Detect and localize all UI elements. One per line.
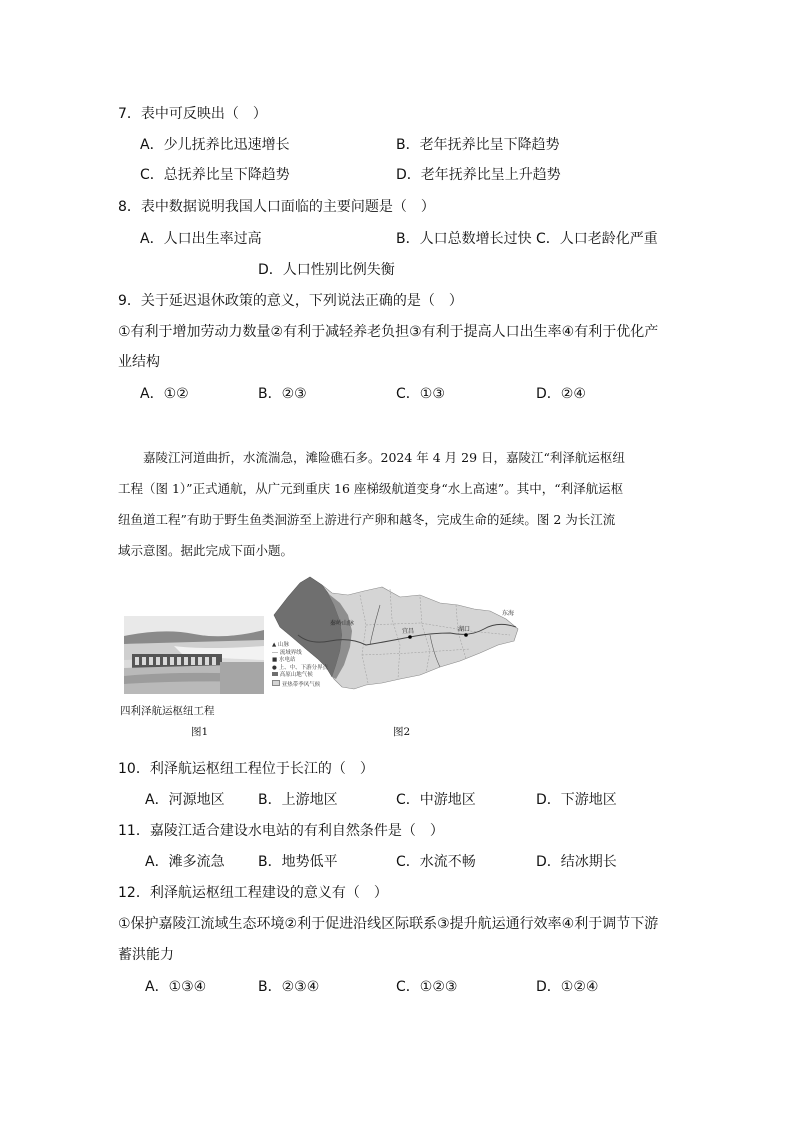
q11-option-b: B．地势低平	[258, 854, 338, 870]
map-legend	[272, 642, 336, 689]
q12-option-a: A．①③④	[145, 979, 207, 995]
q11-option-c: C．水流不畅	[396, 854, 476, 870]
question-7-stem: 7．表中可反映出（ ）	[118, 106, 267, 122]
q10-option-b: B．上游地区	[258, 792, 338, 808]
question-10-stem: 10．利泽航运枢纽工程位于长江的（ ）	[118, 761, 374, 777]
q11-option-a: A．滩多流急	[145, 854, 225, 870]
q7-option-b: B．老年抚养比呈下降趋势	[396, 137, 560, 153]
question-11-stem: 11．嘉陵江适合建设水电站的有利自然条件是（ ）	[118, 823, 444, 839]
q12-option-b: B．②③④	[258, 979, 320, 995]
map-label-hukou: 湖口	[458, 626, 471, 633]
fig1-photo-caption: 四利泽航运枢纽工程	[120, 705, 215, 717]
fig1-label: 图1	[191, 726, 209, 738]
dam-photo	[124, 616, 264, 694]
q10-option-a: A．河源地区	[145, 792, 225, 808]
map-label-qinling: 秦岭山脉	[330, 620, 355, 627]
map-label-yichang: 宜昌	[402, 628, 415, 635]
legend-mountain-icon: ▲ 山脉	[272, 642, 289, 648]
fig2-label: 图2	[393, 726, 411, 738]
q11-option-d: D．结冰期长	[536, 854, 617, 870]
q7-option-c: C．总抚养比呈下降趋势	[140, 167, 290, 183]
q8-option-c: C．人口老龄化严重	[536, 231, 658, 247]
q9-option-c: C．①③	[396, 386, 445, 402]
q7-option-a: A．少儿抚养比迅速增长	[140, 137, 290, 153]
legend-division-icon: ● 上、中、下游分界点	[272, 664, 329, 671]
q10-option-d: D．下游地区	[536, 792, 617, 808]
q7-option-d: D．老年抚养比呈上升趋势	[396, 167, 561, 183]
passage-line-1: 嘉陵江河道曲折，水流湍急，滩险礁石多。2024 年 4 月 29 日，嘉陵江“利泽航运枢纽	[118, 450, 625, 465]
q9-option-b: B．②③	[258, 386, 307, 402]
q10-option-c: C．中游地区	[396, 792, 476, 808]
question-12-stem: 12．利泽航运枢纽工程建设的意义有（ ）	[118, 885, 388, 901]
q8-option-d: D．人口性别比例失衡	[258, 262, 395, 278]
q9-option-a: A．①②	[140, 386, 189, 402]
legend-boundary-icon: --- 流域界线	[272, 649, 302, 656]
question-8-stem: 8．表中数据说明我国人口面临的主要问题是（ ）	[118, 199, 435, 215]
map-label-east-sea: 东海	[502, 610, 515, 617]
q12-statement-line2: 蓄洪能力	[118, 947, 174, 963]
legend-hydro-icon: ■ 水电站	[272, 657, 296, 663]
q9-statement-line1: ①有利于增加劳动力数量②有利于减轻养老负担③有利于提高人口出生率④有利于优化产	[118, 324, 659, 340]
passage-line-3: 纽鱼道工程”有助于野生鱼类洄游至上游进行产卵和越冬，完成生命的延续。图 2 为长江流	[118, 512, 616, 527]
passage-line-4: 域示意图。据此完成下面小题。	[118, 543, 294, 558]
question-9-stem: 9．关于延迟退休政策的意义，下列说法正确的是（ ）	[118, 293, 463, 309]
q9-statement-line2: 业结构	[118, 354, 160, 370]
q8-option-b: B．人口总数增长过快	[396, 231, 532, 247]
q12-option-c: C．①②③	[396, 979, 458, 995]
q8-option-a: A．人口出生率过高	[140, 231, 262, 247]
passage-line-2: 工程（图 1）”正式通航，从广元到重庆 16 座梯级航道变身“水上高速”。其中，“利泽航运枢	[118, 481, 624, 496]
q12-statement-line1: ①保护嘉陵江流域生态环境②利于促进沿线区际联系③提升航运通行效率④利于调节下游	[118, 916, 659, 932]
legend-plateau-icon: 高原山地气候	[272, 672, 336, 680]
q9-option-d: D．②④	[536, 386, 586, 402]
q12-option-d: D．①②④	[536, 979, 599, 995]
legend-subtropical-icon: 亚热带季风气候	[272, 680, 336, 690]
